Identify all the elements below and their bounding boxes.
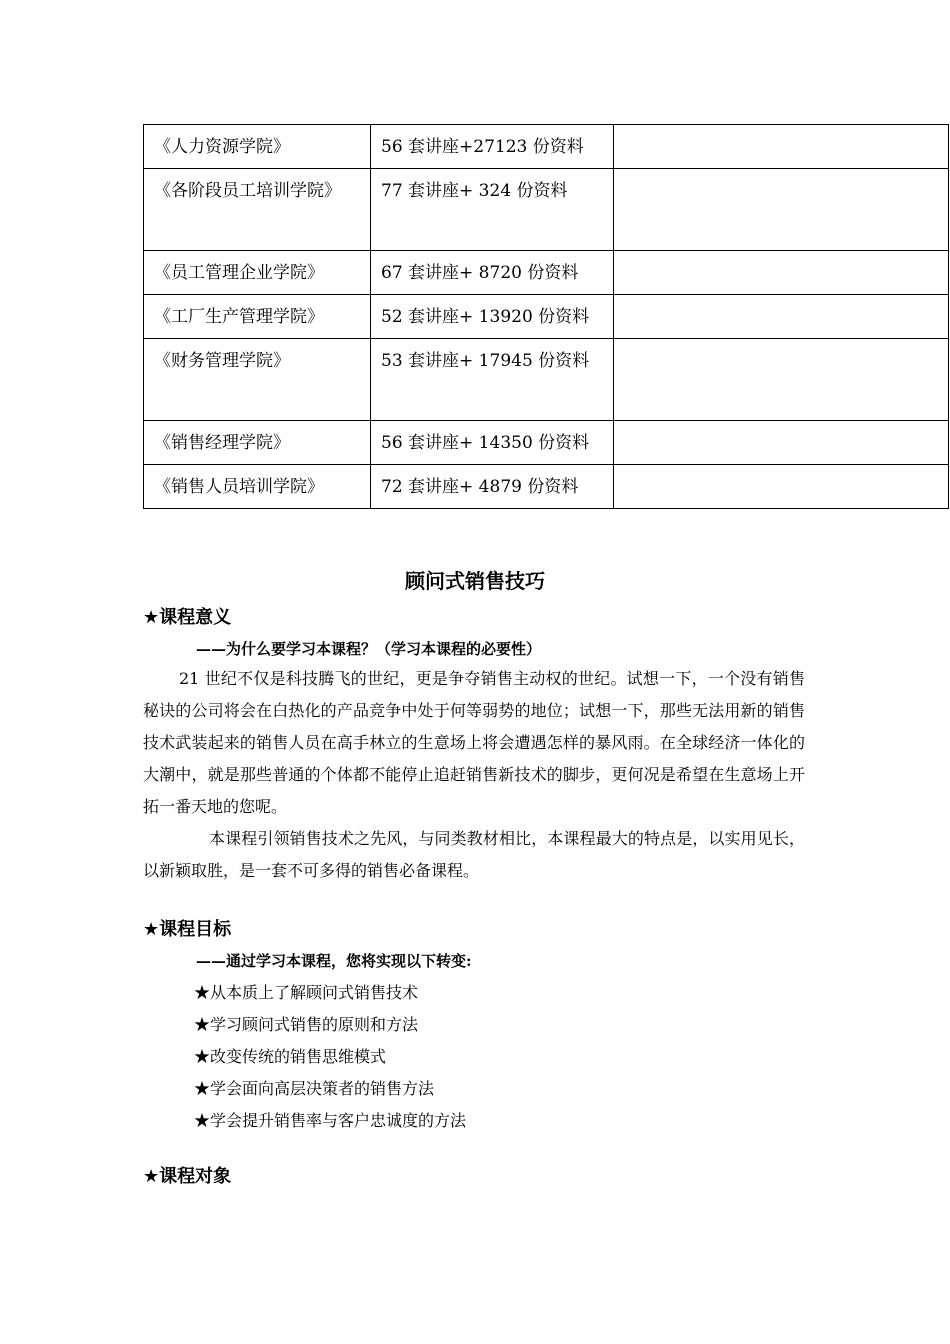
catalog-note <box>614 339 949 421</box>
catalog-desc: 52 套讲座+ 13920 份资料 <box>371 295 614 339</box>
table-row <box>144 421 949 465</box>
list-item: ★改变传统的销售思维模式 <box>194 1047 387 1066</box>
catalog-desc: 56 套讲座+ 14350 份资料 <box>371 421 614 465</box>
table-row <box>144 125 949 169</box>
meaning-subheading: ——为什么要学习本课程？（学习本课程的必要性） <box>196 640 542 658</box>
catalog-note <box>614 295 949 339</box>
catalog-name: 《销售人员培训学院》 <box>144 465 371 509</box>
catalog-name: 《工厂生产管理学院》 <box>144 295 371 339</box>
catalog-note <box>614 465 949 509</box>
table-row <box>144 339 949 421</box>
goals-subheading: ——通过学习本课程，您将实现以下转变: <box>196 952 472 970</box>
table-row <box>144 251 949 295</box>
catalog-desc: 56 套讲座+27123 份资料 <box>371 125 614 169</box>
catalog-desc: 72 套讲座+ 4879 份资料 <box>371 465 614 509</box>
catalog-note <box>614 421 949 465</box>
catalog-note <box>614 169 949 251</box>
list-item: ★从本质上了解顾问式销售技术 <box>194 983 419 1002</box>
catalog-desc: 77 套讲座+ 324 份资料 <box>371 169 614 251</box>
audience-heading: ★课程对象 <box>143 1166 232 1187</box>
table-row <box>144 465 949 509</box>
catalog-note <box>614 251 949 295</box>
meaning-heading: ★课程意义 <box>143 607 232 628</box>
catalog-table <box>143 124 949 509</box>
catalog-note <box>614 125 949 169</box>
goals-heading: ★课程目标 <box>143 919 232 940</box>
table-row <box>144 169 949 251</box>
list-item: ★学习顾问式销售的原则和方法 <box>194 1015 419 1034</box>
goals-list <box>194 977 466 1137</box>
catalog-name: 《销售经理学院》 <box>144 421 371 465</box>
catalog-desc: 53 套讲座+ 17945 份资料 <box>371 339 614 421</box>
catalog-name: 《财务管理学院》 <box>144 339 371 421</box>
catalog-desc: 67 套讲座+ 8720 份资料 <box>371 251 614 295</box>
catalog-name: 《员工管理企业学院》 <box>144 251 371 295</box>
meaning-paragraph-1: 21 世纪不仅是科技腾飞的世纪，更是争夺销售主动权的世纪。试想一下，一个没有销售秘诀的公司将会在白热化的产品竞争中处于何等弱势的地位；试想一下，那些无法用新的销售技术武装起来的销售人员在高手林立的生意场上将会遭遇怎样的暴风雨。在全球经济一体化的大潮中，就是那些普通的个体都不能停止追赶销售新技术的脚步，更何况是希望在生意场上开拓一番天地的您呢。 <box>143 669 805 816</box>
catalog-name: 《各阶段员工培训学院》 <box>144 169 371 251</box>
table-row <box>144 295 949 339</box>
course-title: 顾问式销售技巧 <box>405 569 545 593</box>
list-item: ★学会提升销售率与客户忠诚度的方法 <box>194 1111 467 1130</box>
catalog-name: 《人力资源学院》 <box>144 125 371 169</box>
list-item: ★学会面向高层决策者的销售方法 <box>194 1079 435 1098</box>
meaning-paragraph-2: 本课程引领销售技术之先风，与同类教材相比，本课程最大的特点是，以实用见长，以新颖取胜，是一套不可多得的销售必备课程。 <box>143 829 805 880</box>
